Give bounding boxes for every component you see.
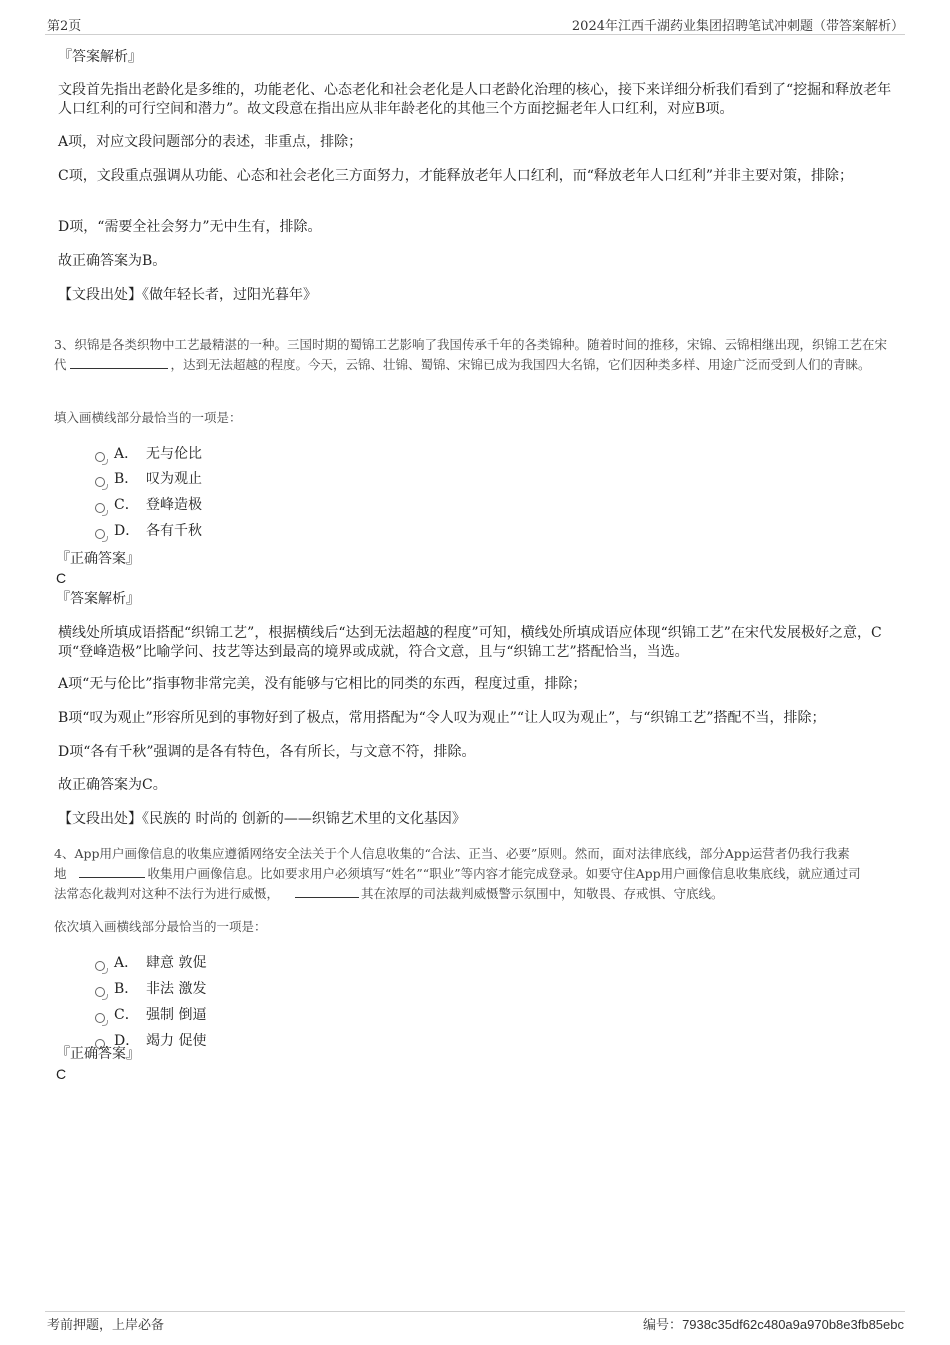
- analysis-option-a: A项，对应文段问题部分的表述，非重点，排除；: [58, 134, 363, 150]
- analysis-option-d: D项，“需要全社会努力”无中生有，排除。: [58, 219, 322, 235]
- radio-icon[interactable]: [95, 477, 105, 487]
- analysis-paragraph: 文段首先指出老龄化是多维的，功能老化、心态老化和社会老化是人口老龄化治理的核心，接下来详细分析我们看到了“挖掘和释放老年人口红利的可行空间和潜力”。故文段意在指出应从非年龄老化的其他三个方面挖掘老年人口红利，对应B项。: [58, 82, 892, 117]
- analysis-option-d: D项“各有千秋”强调的是各有特色，各有所长，与文意不符，排除。: [58, 744, 476, 760]
- document-title: 2024年江西千湖药业集团招聘笔试冲刺题（带答案解析）: [571, 19, 904, 34]
- question-4-line-3: 法常态化裁判对这种不法行为进行威慑， 其在浓厚的司法裁判威慑警示氛围中，知敬畏、存戒惧、守底线。: [54, 886, 724, 901]
- fill-blank: [70, 356, 168, 369]
- source-title: 《做年轻长者，过阳光暮年》: [142, 287, 317, 303]
- fill-blank: [295, 885, 359, 898]
- radio-icon[interactable]: [95, 529, 105, 539]
- radio-icon[interactable]: [95, 987, 105, 997]
- analysis-label: 『答案解析』: [56, 591, 140, 607]
- header-divider: [45, 34, 905, 35]
- source-label: 【文段出处】: [58, 287, 142, 303]
- fill-blank: [79, 865, 145, 878]
- source-title: 《民族的 时尚的 创新的——织锦艺术里的文化基因》: [142, 811, 466, 827]
- question-4-prompt: 依次填入画横线部分最恰当的一项是：: [54, 919, 267, 934]
- analysis-label: 『答案解析』: [58, 49, 142, 65]
- question-3-stem: 3、织锦是各类织物中工艺最精湛的一种。三国时期的蜀锦工艺影响了我国传承千年的各类锦种。随着时间的推移，宋锦、云锦相继出现，织锦工艺在宋代 ，达到无法超越的程度。今天，云锦、壮锦、蜀锦、宋锦已成为我国四大名锦，它们因种类多样、用途广泛而受到人们的青睐。: [54, 337, 887, 372]
- footer-divider: [45, 1311, 905, 1312]
- analysis-conclusion: 故正确答案为C。: [58, 777, 167, 793]
- question-4-line-1: 4、App用户画像信息的收集应遵循网络安全法关于个人信息收集的“合法、正当、必要”原则。然而，面对法律底线，部分App运营者仍我行我素: [54, 846, 850, 861]
- radio-icon[interactable]: [95, 452, 105, 462]
- analysis-conclusion: 故正确答案为B。: [58, 253, 167, 269]
- correct-answer: C: [56, 570, 67, 586]
- footer-slogan: 考前押题，上岸必备: [47, 1318, 165, 1333]
- text-source: [58, 286, 893, 305]
- question-4-line-2: 地 收集用户画像信息。比如要求用户必须填写“姓名”“职业”等内容才能完成登录。如要守住App用户画像信息收集底线，就应通过司: [54, 866, 861, 881]
- correct-answer-label: 『正确答案』: [56, 1046, 140, 1062]
- radio-icon[interactable]: [95, 961, 105, 971]
- source-label: 【文段出处】: [58, 811, 142, 827]
- analysis-option-c: C项，文段重点强调从功能、心态和社会老化三方面努力，才能释放老年人口红利，而“释放老年人口红利”并非主要对策，排除；: [58, 168, 854, 184]
- radio-icon[interactable]: [95, 503, 105, 513]
- radio-icon[interactable]: [95, 1013, 105, 1023]
- correct-answer: C: [56, 1066, 67, 1082]
- correct-answer-label: 『正确答案』: [56, 551, 140, 567]
- analysis-option-a: A项“无与伦比”指事物非常完美，没有能够与它相比的同类的东西，程度过重，排除；: [58, 676, 587, 692]
- page-number: 第2页: [47, 19, 82, 34]
- analysis-paragraph: 横线处所填成语搭配“织锦工艺”，根据横线后“达到无法超越的程度”可知，横线处所填成语应体现“织锦工艺”在宋代发展极好之意，C项“登峰造极”比喻学问、技艺等达到最高的境界或成就，符合文意，且与“织锦工艺”搭配恰当，当选。: [58, 625, 882, 660]
- question-3-prompt: 填入画横线部分最恰当的一项是：: [54, 410, 242, 425]
- text-source: [58, 810, 893, 829]
- document-code: 编号：7938c35df62c480a9a970b8e3fb85ebc: [643, 1317, 904, 1333]
- analysis-option-b: B项“叹为观止”形容所见到的事物好到了极点，常用搭配为“令人叹为观止”“让人叹为观止”，与“织锦工艺”搭配不当，排除；: [58, 710, 826, 726]
